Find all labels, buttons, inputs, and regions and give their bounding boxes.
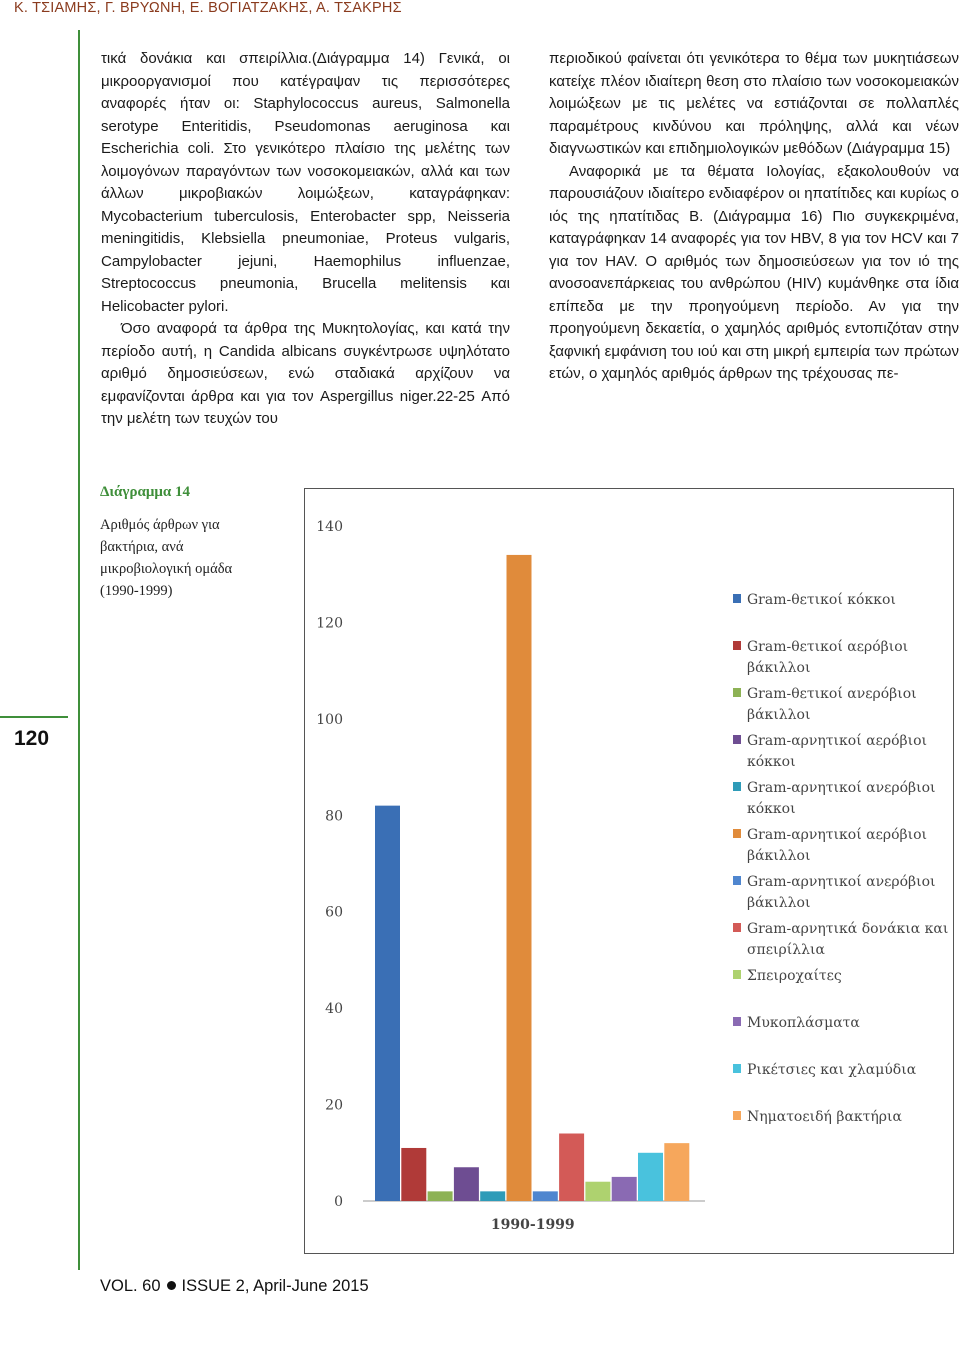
y-tick-label: 40 (325, 1001, 343, 1018)
y-tick-label: 100 (316, 711, 343, 728)
bar (480, 1191, 505, 1201)
y-tick-label: 140 (316, 519, 343, 535)
legend-swatch (733, 735, 741, 744)
legend-label: Νηματοειδή βακτήρια (747, 1109, 902, 1125)
y-tick-label: 60 (325, 904, 343, 921)
bar (559, 1134, 584, 1202)
legend-swatch (733, 829, 741, 838)
x-tick-label: 1990-1999 (490, 1217, 575, 1233)
bar (585, 1182, 610, 1201)
footer (100, 1277, 369, 1296)
bar (612, 1177, 637, 1201)
left-paragraph-1: τικά δονάκια και σπειρίλλια.(Διάγραμμα 14) Γενικά, οι μικροοργανισμοί που κατέγραψαν τις περισσότερες αναφορές ήταν οι: Staphylococcus aureus, Salmonella serotype Enteritidis, Pseudomonas aeruginosa και Escherichia coli. Στο γενικότερο πλαίσιο της μελέτης των λοιμογόνων παραγόντων των νοσοκομειακών, αλλά και των άλλων μικροβιακών λοιμώξεων, καταγράφηκαν: Mycobacterium tuberculosis, Enterobacter spp, Neisseria meningitidis, Klebsiella pneumoniae, Proteus vulgaris, Campylobacter jejuni, Haemophilus influenzae, Streptococcus pneumonia, Brucella melitensis και Helicobacter pylori. (101, 50, 510, 315)
legend-swatch (733, 923, 741, 932)
legend-label: Μυκοπλάσματα (747, 1015, 860, 1031)
figure-label: Διάγραμμα 14 (100, 484, 190, 500)
legend-label: Gram-αρνητικά δονάκια και σπειρίλλια (747, 921, 949, 958)
bar (375, 806, 400, 1201)
legend-label: Σπειροχαίτες (747, 968, 842, 984)
bar (664, 1143, 689, 1201)
left-paragraph-2: Όσο αναφορά τα άρθρα της Μυκητολογίας, και κατά την περίοδο αυτή, η Candida albicans συγκέντρωσε υψηλότατο αριθμό δημοσιεύσεων, ενώ σταδιακά αρχίζουν να εμφανίζονται άρθρα και για τον Aspergillus niger.22-25 Από την μελέτη των τευχών του (101, 320, 510, 427)
margin-rule-vertical (78, 30, 80, 1270)
running-head-authors: Κ. ΤΣΙΑΜΗΣ, Γ. ΒΡΥΩΝΗ, Ε. ΒΟΓΙΑΤΖΑΚΗΣ, Α. ΤΣΑΚΡΗΣ (14, 0, 402, 16)
chart-canvas (305, 489, 953, 1253)
legend-swatch (733, 1017, 741, 1026)
bar (533, 1191, 558, 1201)
bar (428, 1191, 453, 1201)
bar (401, 1148, 426, 1201)
legend-swatch (733, 876, 741, 885)
y-tick-label: 20 (325, 1097, 343, 1114)
margin-rule-horizontal (0, 716, 68, 718)
legend-label: Gram-αρνητικοί ανερόβιοι βάκιλλοι (747, 874, 936, 911)
bar-chart (304, 488, 954, 1254)
footer-bullet (167, 1281, 176, 1290)
footer-volume: VOL. 60 (100, 1277, 161, 1295)
bar (507, 555, 532, 1201)
y-tick-label: 120 (316, 615, 343, 632)
y-tick-label: 80 (325, 808, 343, 825)
legend-label: Ρικέτσιες και χλαμύδια (747, 1062, 917, 1078)
legend-swatch (733, 782, 741, 791)
bar (454, 1167, 479, 1201)
legend-swatch (733, 594, 741, 603)
y-tick-label: 0 (334, 1194, 343, 1210)
legend-label: Gram-αρνητικοί ανερόβιοι κόκκοι (747, 780, 936, 817)
right-paragraph-1: περιοδικού φαίνεται ότι γενικότερα το θέμα των μυκητιάσεων κατείχε πλέον ιδιαίτερη θεση στο πλαίσιο των νοσοκομειακών λοιμώξεων με τις μελέτες να εστιάζονται σε πολλαπλές παραμέτρους κινδύνου και πρόληψης, αλλά και νέων διαγνωστικών και επιδημιολογικών μεθόδων (Διάγραμμα 15) (549, 50, 959, 157)
page-number: 120 (14, 727, 50, 750)
legend-label: Gram-θετικοί ανερόβιοι βάκιλλοι (747, 686, 917, 723)
legend-swatch (733, 970, 741, 979)
legend-label: Gram-αρνητικοί αερόβιοι βάκιλλοι (747, 827, 928, 864)
right-text-column (549, 48, 959, 386)
legend-swatch (733, 1064, 741, 1073)
legend-label: Gram-θετικοί κόκκοι (747, 592, 896, 608)
bar (638, 1153, 663, 1201)
figure-caption: Αριθμός άρθρων για βακτήρια, ανά μικροβιολογική ομάδα (1990-1999) (100, 517, 233, 599)
legend-swatch (733, 1111, 741, 1120)
right-paragraph-2: Αναφορικά με τα θέματα Ιολογίας, εξακολουθούν να παρουσιάζουν ιδιαίτερο ενδιαφέρον οι ηπατίτιδες και κυρίως ο ιός της ηπατίτιδας Β. (Διάγραμμα 16) Πιο συγκεκριμένα, καταγράφηκαν 14 αναφορές για τον HBV, 8 για τον HCV και 7 για τον HAV. Ο αριθμός των δημοσιεύσεων για τον ιό της ανοσοανεπάρκειας του ανθρώπου (HIV) κυμάνθηκε στα ίδια επίπεδα με την προηγούμενη περίοδο. Αν για την προηγούμενη δεκαετία, ο χαμηλός αριθμός εντοπιζόταν στην ξαφνική εμφάνιση του ιού και στη μικρή εμπειρία των πρώτων ετών, ο χαμηλός αριθμός άρθρων της τρέχουσας πε- (549, 162, 959, 382)
footer-issue: ISSUE 2, April-June 2015 (181, 1277, 369, 1295)
legend-label: Gram-αρνητικοί αερόβιοι κόκκοι (747, 733, 928, 770)
legend-swatch (733, 688, 741, 697)
left-text-column (101, 48, 510, 431)
legend-swatch (733, 641, 741, 650)
legend-label: Gram-θετικοί αερόβιοι βάκιλλοι (747, 639, 909, 676)
